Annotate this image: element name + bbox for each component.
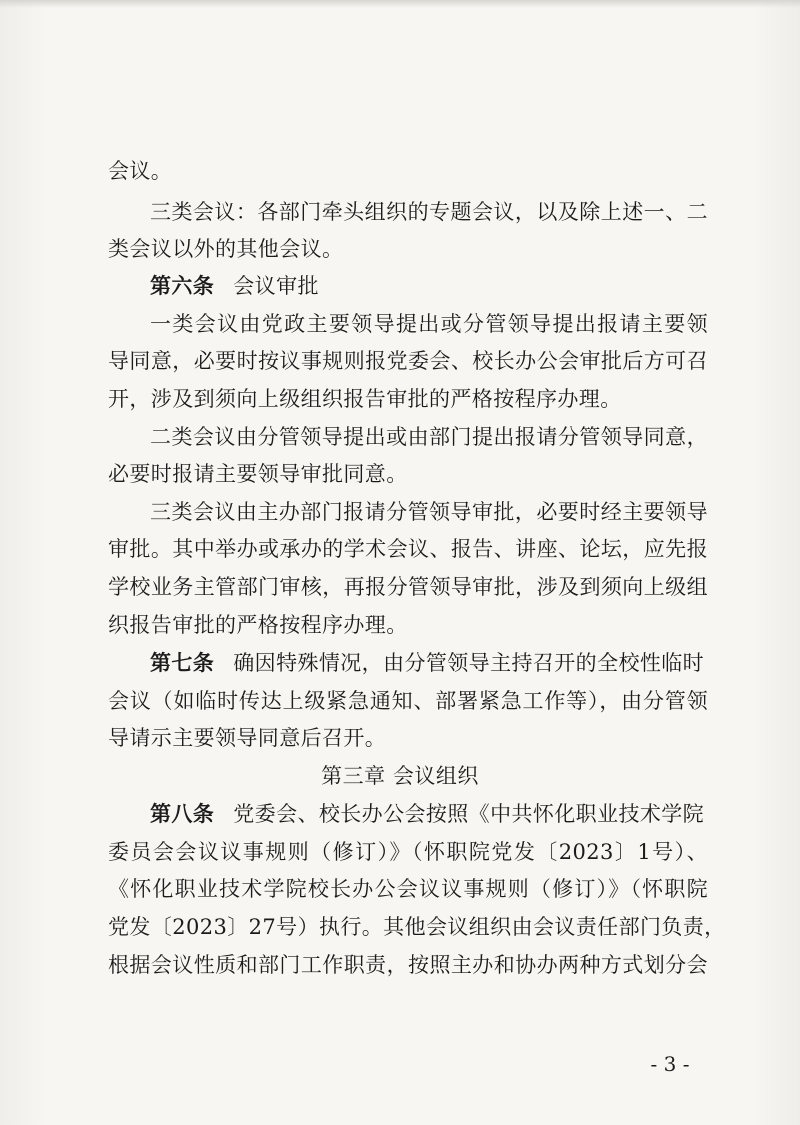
article-body: 确因特殊情况，由分管领导主持召开的全校性临时 xyxy=(233,651,705,675)
text-line xyxy=(150,497,708,527)
line-text: 会议。 xyxy=(108,159,173,183)
page-number: - 3 - xyxy=(650,1052,690,1076)
text-line xyxy=(108,837,708,867)
article-heading-line xyxy=(150,271,708,301)
text-line xyxy=(108,912,726,942)
text-line xyxy=(108,950,708,980)
line-text: 根据会议性质和部门工作职责，按照主办和协办两种方式划分会 xyxy=(108,953,708,977)
line-text: 三类会议：各部门牵头组织的专题会议，以及除上述一、二 xyxy=(150,200,708,224)
text-line xyxy=(108,156,708,186)
chapter-heading: 第三章 会议组织 xyxy=(321,764,479,788)
text-line xyxy=(108,534,708,564)
text-line xyxy=(108,384,708,414)
text-line xyxy=(108,723,708,753)
line-text: 导请示主要领导同意后召开。 xyxy=(108,726,387,750)
text-line xyxy=(150,197,708,227)
line-text: 导同意，必要时按议事规则报党委会、校长办公会审批后方可召 xyxy=(108,349,708,373)
line-text: 学校业务主管部门审核，再报分管领导审批，涉及到须向上级组 xyxy=(108,575,708,599)
text-line xyxy=(108,459,708,489)
line-text: 开，涉及到须向上级组织报告审批的严格按程序办理。 xyxy=(108,387,622,411)
line-text: 会议（如临时传达上级紧急通知、部署紧急工作等），由分管领 xyxy=(108,689,708,713)
article-number: 第六条 xyxy=(150,274,215,298)
text-line xyxy=(108,346,708,376)
article-line xyxy=(150,648,708,678)
line-text: 一类会议由党政主要领导提出或分管领导提出报请主要领 xyxy=(150,312,708,336)
page-edge-shadow xyxy=(0,0,800,8)
article-number: 第八条 xyxy=(150,802,215,826)
line-text: 三类会议由主办部门报请分管领导审批，必要时经主要领导 xyxy=(150,500,708,524)
text-line xyxy=(108,874,708,904)
line-text: 审批。其中举办或承办的学术会议、报告、讲座、论坛，应先报 xyxy=(108,537,708,561)
article-number: 第七条 xyxy=(150,651,215,675)
text-line xyxy=(150,422,708,452)
text-line xyxy=(108,610,708,640)
text-line xyxy=(108,572,708,602)
line-text: 类会议以外的其他会议。 xyxy=(108,237,344,261)
article-body: 党委会、校长办公会按照《中共怀化职业技术学院 xyxy=(233,802,705,826)
line-text: 委员会会议议事规则（修订）》（怀职院党发〔2023〕1号）、 xyxy=(108,840,708,864)
line-text: 党发〔2023〕27号）执行。其他会议组织由会议责任部门负责， xyxy=(108,915,726,939)
article-line xyxy=(150,799,708,829)
text-line xyxy=(150,309,708,339)
article-title: 会议审批 xyxy=(233,274,319,298)
line-text: 《怀化职业技术学院校长办公会议议事规则（修订）》（怀职院 xyxy=(108,877,708,901)
text-line xyxy=(108,234,708,264)
line-text: 必要时报请主要领导审批同意。 xyxy=(108,462,408,486)
line-text: 织报告审批的严格按程序办理。 xyxy=(108,613,408,637)
line-text: 二类会议由分管领导提出或由部门提出报请分管领导同意， xyxy=(150,425,708,449)
text-line xyxy=(108,686,708,716)
